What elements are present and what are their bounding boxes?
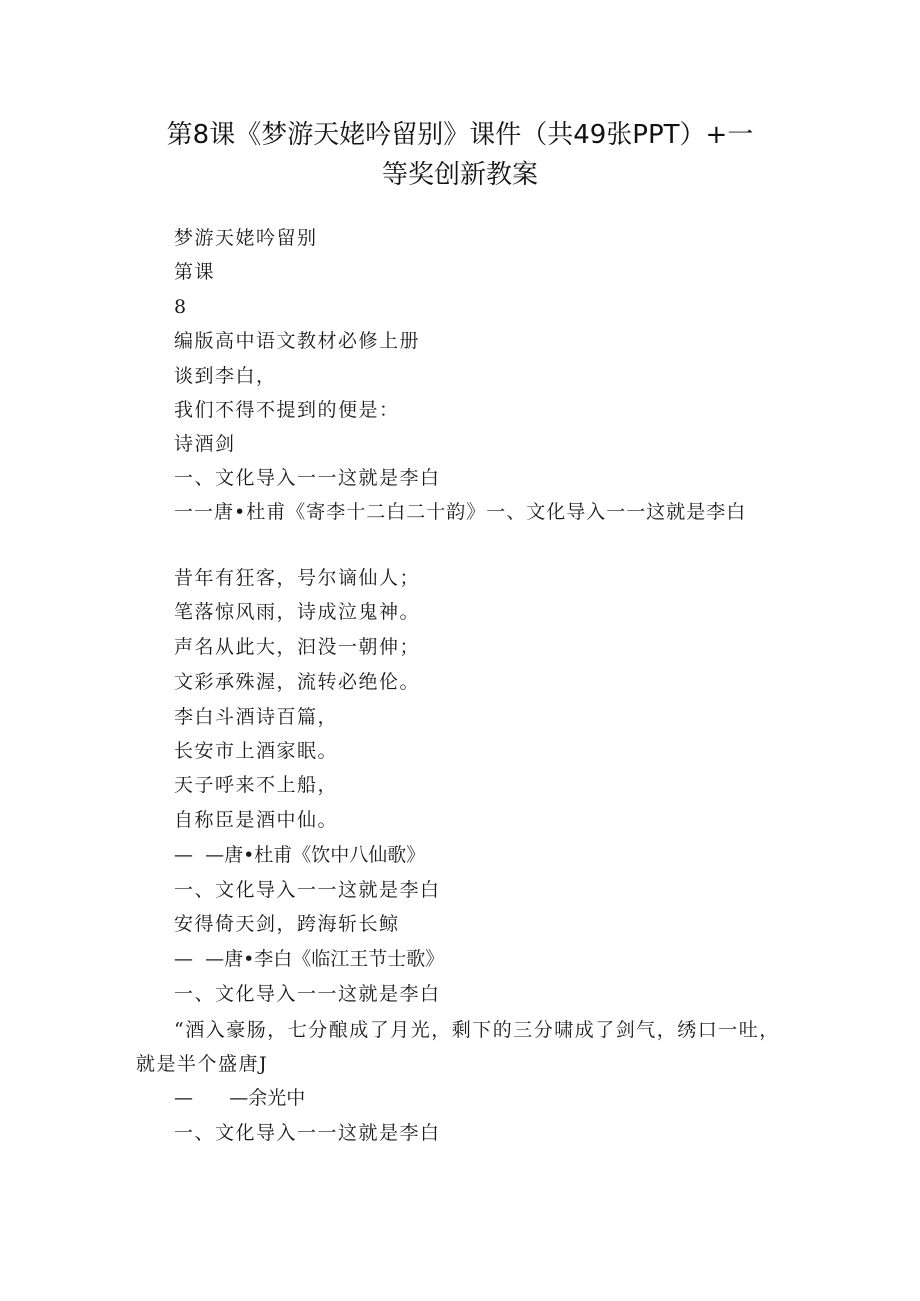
text-line: 编版高中语文教材必修上册 [174, 330, 421, 352]
poem-line: 自称臣是酒中仙。 [174, 809, 339, 831]
attribution: — —唐•杜甫《饮中八仙歌》 [174, 844, 426, 866]
text-line: 诗酒剑 [174, 433, 236, 455]
poem-line: 安得倚天剑，跨海斩长鲸 [174, 913, 400, 935]
text-line: 一一唐•杜甫《寄李十二白二十韵》一、文化导入一一这就是李白 [174, 501, 747, 523]
poem-line: 文彩承殊渥，流转必绝伦。 [174, 671, 421, 693]
poem-line: 声名从此大，汩没一朝伸； [174, 636, 421, 658]
section-heading: 一、文化导入一一这就是李白 [174, 1122, 441, 1144]
section-heading: 一、文化导入一一这就是李白 [174, 879, 441, 901]
section-heading: 一、文化导入一一这就是李白 [174, 467, 441, 489]
attribution: — —余光中 [174, 1087, 306, 1109]
document-title-line-1: 第8课《梦游天姥吟留别》课件（共49张PPT）+一 [166, 120, 754, 150]
text-line: 我们不得不提到的便是： [174, 399, 400, 421]
poem-line: 李白斗酒诗百篇， [174, 706, 339, 728]
text-line: 第课 [174, 261, 216, 283]
poem-line: 长安市上酒家眠。 [174, 740, 339, 762]
quote-paragraph: “酒入豪肠，七分酿成了月光，剩下的三分啸成了剑气，绣口一吐，就是半个盛唐J [136, 1019, 780, 1075]
text-line: 谈到李白， [174, 365, 277, 387]
text-line: 8 [174, 296, 188, 318]
poem-line: 笔落惊风雨，诗成泣鬼神。 [174, 601, 421, 623]
text-line: 梦游天姥吟留别 [174, 227, 318, 249]
section-heading: 一、文化导入一一这就是李白 [174, 983, 441, 1005]
poem-line: 昔年有狂客，号尔谪仙人； [174, 567, 421, 589]
poem-line: 天子呼来不上船， [174, 774, 339, 796]
attribution: — —唐•李白《临江王节士歌》 [174, 948, 445, 970]
document-title-line-2: 等奖创新教案 [381, 160, 538, 190]
